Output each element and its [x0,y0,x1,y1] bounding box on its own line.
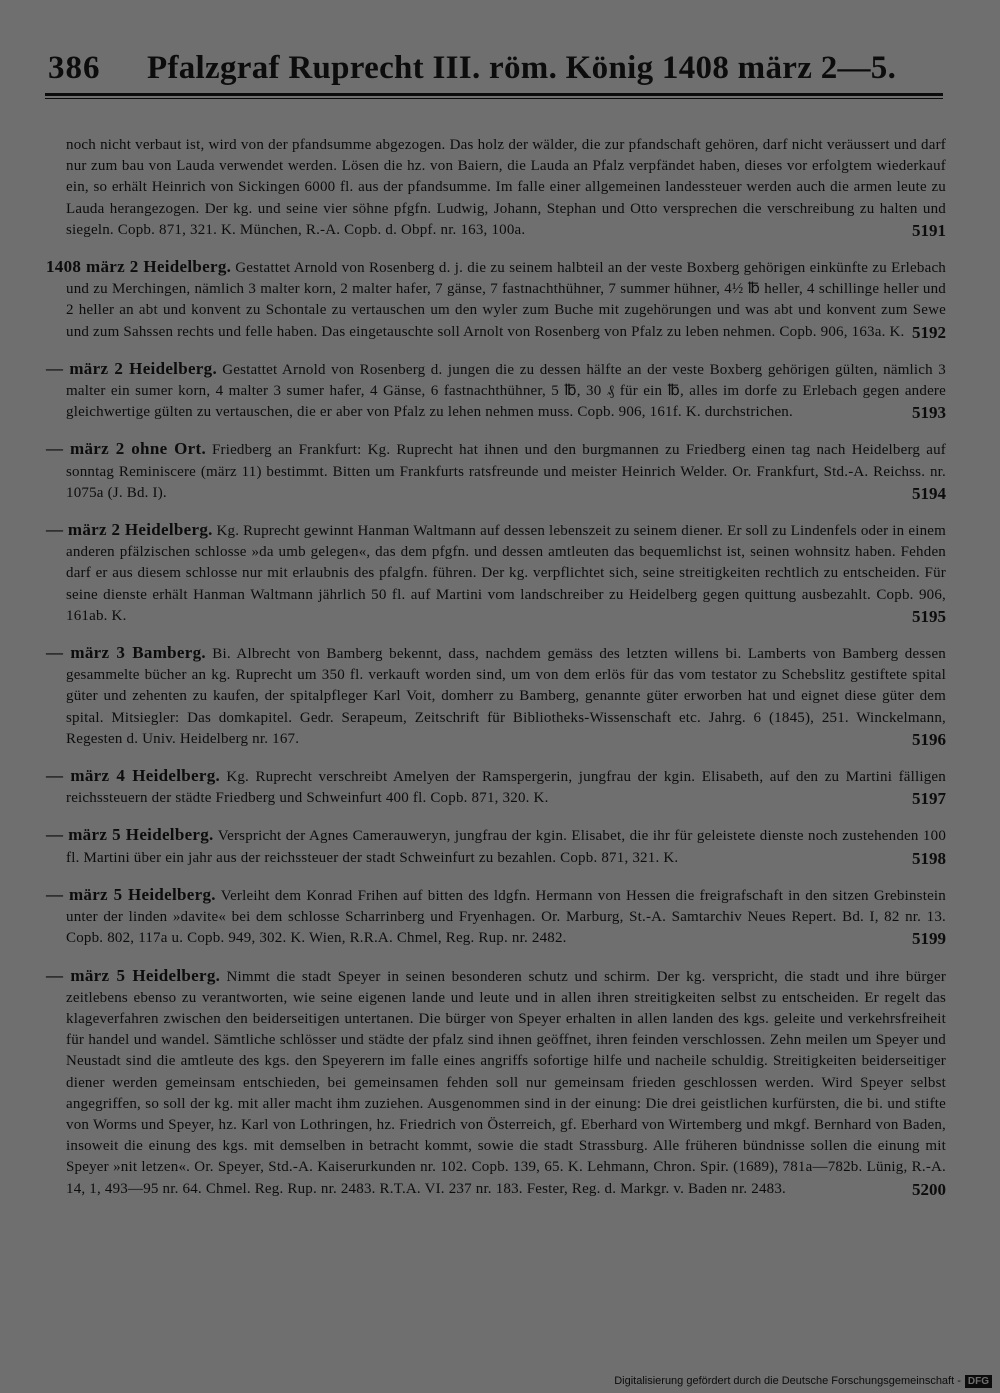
dfg-logo: DFG [965,1375,992,1388]
entry-date: — märz 4 Heidelberg. [46,766,221,786]
entry-text: Nimmt die stadt Speyer in seinen besonderen schutz und schirm. Der kg. verspricht, die stadt und ihre bürger zeitlebens ebenso zu verantworten, wie seine eigenen lande und leute und in allen ihren streitigkeiten selbst zu entscheiden. Er regelt das klageverfahren zwischen den beiderseitigen untertanen. Die bürger von Speyer erhalten in allen landen des kgs. geleite und verkehrsfreiheit für handel und wandel. Sämtliche schlösser und städte der pfalz sind ihnen geöffnet, ihren feinden verschlossen. Zehn meilen um Speyer und Neustadt sind die amtleute des kgs. den Speyerern im falle eines angriffs sofortige hilfe und nacheile schuldig. Streitigkeiten beiderseitiger diener werden gemeinsam entschieden, bei gemeinsamen fehden soll nur gemeinsam frieden geschlossen werden. Wird Speyer selbst angegriffen, so soll der kg. mit aller macht ihm zuziehen. Ausgenommen sind in der einung: Die drei geistlichen kurfürsten, die bi. und stifte von Worms und Speyer, hz. Karl von Lothringen, hz. Friedrich von Österreich, gf. Eberhard von Wirtemberg und mkgf. Bernhard von Baden, insoweit die einung des kgs. mit demselben in betracht kommt, sowie die stadt Strassburg. Alle früheren bündnisse sollen die einung mit Speyer »nit letzen«. Or. Speyer, Std.-A. Kaiserurkunden nr. 102. Copb. 139, 65. K. Lehmann, Chron. Spir. (1689), 781a—782b. Lünig, R.-A. 14, 1, 493—95 nr. 64. Chmel. Reg. Rup. nr. 2483. R.T.A. VI. 237 nr. 183. Fester, Reg. d. Markgr. v. Baden nr. 2483. [66,968,947,1197]
entry-number: 5200 [912,1179,946,1199]
running-title: Pfalzgraf Ruprecht III. röm. König 1408 märz 2—5. [147,50,897,86]
entry-text: noch nicht verbaut ist, wird von der pfandsumme abgezogen. Das holz der wälder, die zur pfandschaft gehören, darf nicht veräussert und darf nur zum bau von Lauda verwendet werden. Lösen die hz. von Baiern, die Lauda an Pfalz verpfändet haben, dieses vor erfolgtem wiederkauf ein, so erhält Heinrich von Sickingen 6000 fl. aus der pfandsumme. Im falle einer allgemeinen landessteuer werden auch die armen leute zu Lauda herangezogen. Der kg. und seine vier söhne pfgfn. Ludwig, Johann, Stephan und Otto versprechen die verschreibung zu halten und siegeln. Copb. 871, 321. K. München, R.-A. Copb. d. Obpf. nr. 163, 100a. [66,137,946,238]
entry-text: Kg. Ruprecht gewinnt Hanman Waltmann auf dessen lebenszeit zu seinem diener. Er soll zu Lindenfels oder in einem anderen pfälzischen schlosse »da umb gelegen«, das dem pfgfn. und dessen amtleuten das bequemlichst ist, seinen wohnsitz haben. Fehden darf er aus diesem schlosse nur mit erlaubnis des pfalgfn. führen. Der kg. verpflichtet sich, seine streitigkeiten rechtlich zu entscheiden. Für seine dienste erhält Hanman Waltmann jährlich 50 fl. auf Martini vom landschreiber zu Heidelberg gegen quittung ausbezahlt. Copb. 906, 161ab. K. [66,523,947,624]
entry-text: Friedberg an Frankfurt: Kg. Ruprecht hat ihnen und den burgmannen zu Friedberg einen tag nach Heidelberg auf sonntag Reminiscere (märz 11) bestimmt. Bitten um Frankfurts ratsfreunde und meister Heinrich Welder. Or. Frankfurt, Std.-A. Reichss. nr. 1075a (J. Bd. I). [66,442,946,501]
entry-text: Bi. Albrecht von Bamberg bekennt, dass, nachdem gemäss des letzten willens bi. Lamberts von Bamberg dessen gesammelte bücher an kg. Ruprecht um 350 fl. verkauft worden sind, um von dem erlös für das vom testator zu Schebslitz gestiftete spital güter und zehenten zu kaufen, der spitalpfleger Karl Voit, domherr zu Bamberg, genannte güter erworben hat und eignet diese güter dem spital. Mitsiegler: Das domkapitel. Gedr. Serapeum, Zeitschrift für Bibliotheks-Wissenschaft etc. Jahrg. 6 (1845), 251. Winckelmann, Regesten d. Univ. Heidelberg nr. 167. [66,646,946,747]
regest-entry [46,438,946,504]
regest-entry [46,256,946,343]
regest-entry [46,642,946,750]
regest-entry [46,519,946,627]
entry-number: 5196 [912,729,946,749]
entry-number: 5191 [912,220,946,240]
page-header [40,48,945,92]
regest-entry [46,824,946,868]
regest-entry [46,965,946,1200]
header-rule-thin [45,98,943,99]
entry-date: — märz 2 Heidelberg. [46,358,217,378]
entry-number: 5192 [912,322,946,342]
entry-number: 5194 [912,483,946,503]
footer-text: Digitalisierung gefördert durch die Deutsche Forschungsgemeinschaft - [614,1375,961,1387]
entry-date: — märz 5 Heidelberg. [46,825,214,845]
entry-number: 5199 [912,929,946,949]
regest-entry [46,135,946,241]
entry-text: Gestattet Arnold von Rosenberg d. j. die zu seinem halbteil an der veste Boxberg gehörigen einkünfte zu Erlebach und zu Merchingen, nämlich 3 malter korn, 2 malter hafer, 7 gänse, 7 fastnachthühner, 7 summer hühner, 4½ ℔ heller, 4 schillinge heller und 2 heller an abt und konvent zu Schontale zu vertauschen um den wyler zum Buche mit zugehörungen und was abt und konvent zum Sewe und zum Sahssen rechts und felle haben. Das eingetauschte soll Arnolt von Rosenberg von Pfalz zu leben nehmen. Copb. 906, 163a. K. [66,260,947,340]
entry-date: 1408 märz 2 Heidelberg. [46,257,232,277]
regest-entry [46,358,946,424]
entry-date: — märz 2 Heidelberg. [46,520,213,540]
entry-date: — märz 2 ohne Ort. [46,439,207,459]
entry-text: Kg. Ruprecht verschreibt Amelyen der Ramspergerin, jungfrau der kgin. Elisabeth, auf den zu Martini fälligen reichssteuern der städte Friedberg und Schweinfurt 400 fl. Copb. 871, 320. K. [66,769,946,807]
entry-text: Gestattet Arnold von Rosenberg d. jungen die zu dessen hälfte an der veste Boxberg gehörigen gülten, nämlich 3 malter ein sumer korn, 4 malter 3 sumer hafer, 4 Gänse, 6 fastnachthühner, 5 ℔, 30 ₰ für ein ℔, alles im dorfe zu Erlebach gegen andere gleichwertige gülten zu vertauschen, die er aber von Pfalz zu lehen nehmen muss. Copb. 906, 161f. K. durchstrichen. [66,361,946,421]
entry-number: 5198 [912,848,946,868]
entry-number: 5197 [912,789,946,809]
footer [600,1373,992,1389]
page-number: 386 [48,50,101,86]
entry-text: Verspricht der Agnes Camerauweryn, jungfrau der kgin. Elisabet, die ihr für geleistete dienste noch zustehenden 100 fl. Martini über ein jahr aus der reichssteuer der stadt Schweinfurt zu bezahlen. Copb. 871, 321. K. [66,828,947,866]
entry-date: — märz 5 Heidelberg. [46,884,216,904]
entry-date: — märz 3 Bamberg. [46,643,206,663]
regest-entry [46,765,946,809]
header-rule-thick [45,93,943,96]
regest-entry [46,884,946,950]
entry-number: 5195 [912,606,946,626]
entries-list [46,120,946,1208]
entry-number: 5193 [912,403,946,423]
entry-date: — märz 5 Heidelberg. [46,965,221,985]
entry-text: Verleiht dem Konrad Frihen auf bitten des ldgfn. Hermann von Hessen die freigrafschaft in den sitzen Grebinstein unter der linden »davite« bei dem schlosse Scharrinberg und Fryenhagen. Or. Marburg, St.-A. Samtarchiv Neues Repert. Bd. I, 82 nr. 13. Copb. 802, 117a u. Copb. 949, 302. K. Wien, R.R.A. Chmel, Reg. Rup. nr. 2482. [66,887,947,947]
